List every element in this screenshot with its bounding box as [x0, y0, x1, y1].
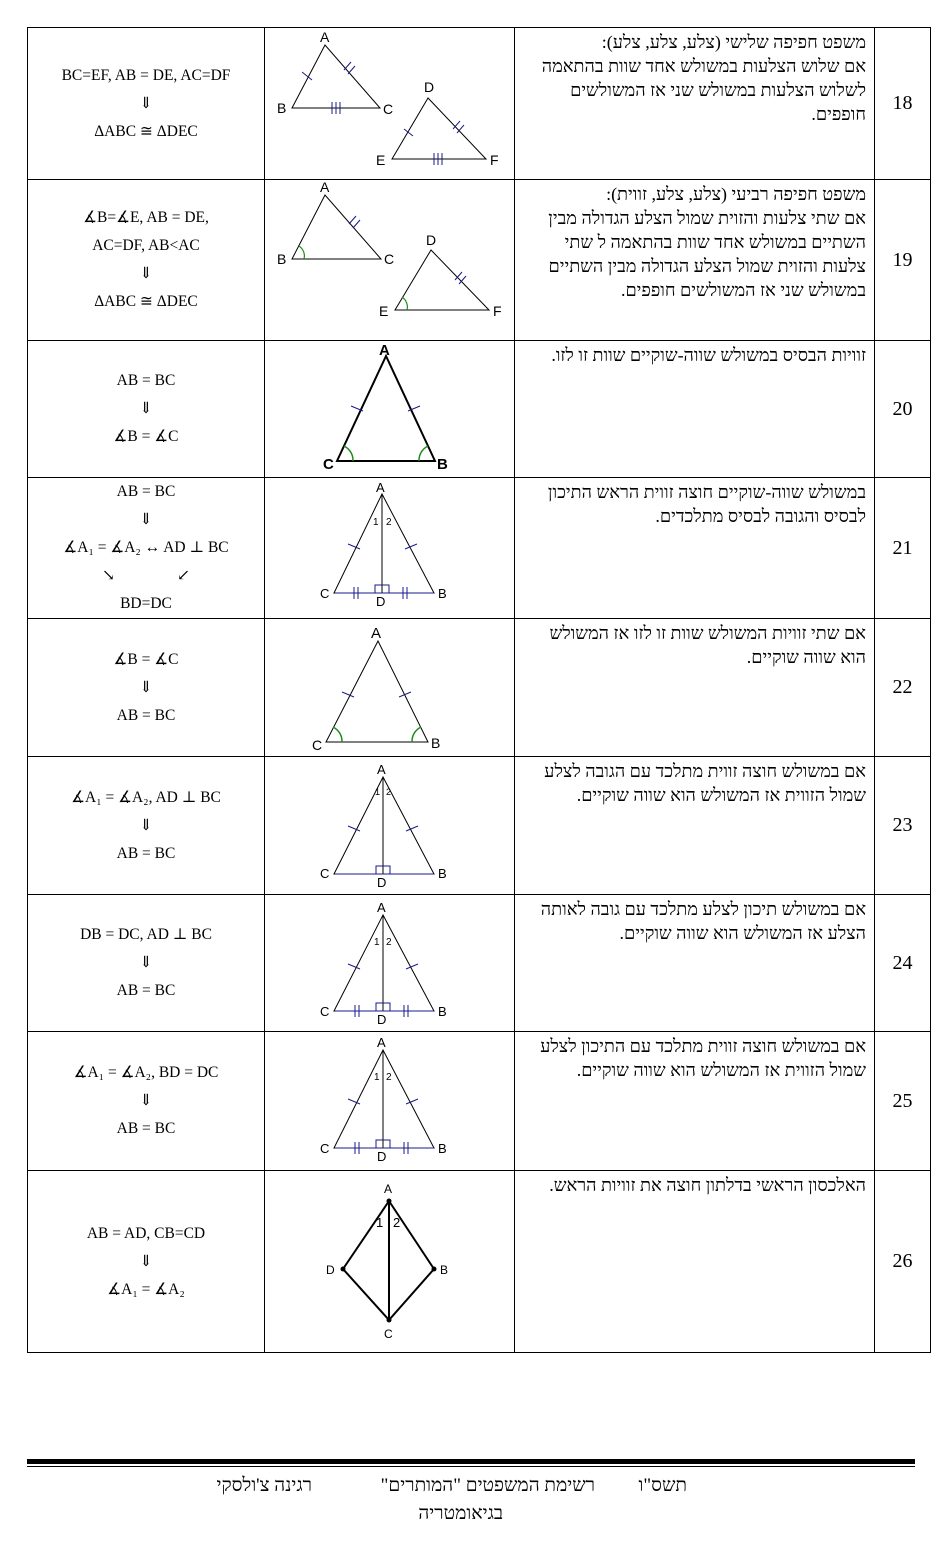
row-number: 24: [875, 895, 931, 1032]
vertex-label: D: [377, 1149, 387, 1164]
statement-cell: [515, 478, 875, 619]
vertex-label: A: [371, 625, 382, 642]
table-row: [28, 28, 931, 180]
vertex-label: B: [438, 1141, 447, 1156]
vertex-label: D: [326, 1263, 335, 1277]
formula-line: AB = BC: [116, 372, 176, 389]
vertex-label: C: [383, 101, 394, 117]
figure-cell: [265, 1171, 515, 1353]
formula-line: ↘ ↙: [102, 567, 190, 584]
angle-label: 1: [375, 787, 381, 797]
vertex-label: C: [320, 586, 330, 601]
vertex-label: C: [384, 1327, 393, 1341]
vertex-label: C: [384, 251, 395, 267]
vertex-label: A: [377, 900, 386, 915]
angle-label: 1: [374, 1072, 380, 1083]
median-altitude-figure: [265, 895, 514, 1031]
formula-line: AB = BC: [116, 1120, 176, 1137]
vertex-label: C: [312, 737, 323, 753]
table-row: [28, 478, 931, 619]
formula-line: ΔABC ≅ ΔDEC: [94, 293, 198, 310]
formula-line: AB = BC: [116, 982, 176, 999]
vertex-label: A: [377, 1035, 386, 1050]
vertex-label: A: [377, 762, 386, 777]
formula-line: AB = BC: [116, 706, 176, 724]
theorems-table: [27, 27, 931, 1353]
angle-label: 1: [373, 517, 379, 528]
vertex-label: A: [384, 1182, 393, 1196]
equal-angles-isosceles-figure: [265, 619, 514, 756]
angle-label: 2: [393, 1215, 401, 1230]
formula-cell: [28, 180, 265, 341]
vertex-label: F: [490, 152, 499, 168]
formula-line: DB = DC, AD ⊥ BC: [80, 926, 212, 943]
bisector-altitude-figure: [265, 757, 514, 894]
formula-line: BC=EF, AB = DE, AC=DF: [61, 66, 231, 84]
vertex-label: A: [379, 342, 390, 359]
figure-cell: [265, 180, 515, 341]
statement-cell: [515, 1171, 875, 1353]
formula-cell: [28, 28, 265, 180]
formula-line: ⇓: [139, 678, 153, 696]
formula-line: AB = BC: [116, 844, 176, 862]
row-number: 26: [875, 1171, 931, 1353]
vertex-label: B: [277, 100, 287, 116]
angle-label: 2: [386, 787, 392, 797]
statement-text: האלכסון הראשי בדלתון חוצה את זוויות הראש.: [549, 1175, 866, 1195]
row-number: 25: [875, 1032, 931, 1171]
statement-text: זוויות הבסיס במשולש שווה-שוקיים שוות זו לזו.: [551, 345, 866, 365]
vertex-label: B: [438, 866, 447, 881]
vertex-label: B: [438, 1004, 447, 1019]
vertex-label: D: [424, 79, 435, 95]
formula-line: ∡A₁ = ∡A₂, AD ⊥ BC: [71, 788, 221, 806]
table-row: [28, 1032, 931, 1171]
kite-figure: [265, 1171, 514, 1352]
table-row: [28, 619, 931, 757]
figure-cell: [265, 28, 515, 180]
vertex-label: B: [431, 735, 441, 751]
figure-cell: [265, 757, 515, 895]
formula-line: AB = BC: [116, 483, 176, 500]
formula-cell: [28, 478, 265, 619]
footer-year: תשס"ו: [638, 1475, 687, 1496]
figure-cell: [265, 619, 515, 757]
formula-line: ∡A₁ = ∡A₂, BD = DC: [73, 1064, 219, 1081]
row-number: 20: [875, 341, 931, 478]
statement-text: משפט חפיפה שלישי (צלע, צלע, צלע): אם שלוש הצלעות במשולש אחד שוות בהתאמה לשלוש הצלעות במשולש שני אז המשולשים חופפים.: [541, 32, 866, 124]
angle-label: 1: [374, 937, 380, 948]
vertex-label: E: [379, 303, 389, 319]
formula-line: ⇓: [139, 265, 153, 282]
formula-cell: [28, 1032, 265, 1171]
formula-line: BD=DC: [120, 595, 172, 612]
statement-text: אם שתי זוויות המשולש שוות זו לזו אז המשולש הוא שווה שוקיים.: [549, 623, 866, 667]
figure-cell: [265, 478, 515, 619]
table-row: [28, 341, 931, 478]
formula-line: ΔABC ≅ ΔDEC: [94, 122, 198, 140]
isosceles-base-angles-figure: [265, 341, 514, 477]
figure-cell: [265, 341, 515, 478]
statement-cell: [515, 1032, 875, 1171]
formula-line: ⇓: [139, 1092, 153, 1109]
formula-line: AC=DF, AB<AC: [92, 237, 200, 254]
angle-label: 1: [376, 1215, 384, 1230]
formula-line: ⇓: [139, 1252, 153, 1270]
table-row: [28, 1171, 931, 1353]
vertex-label: B: [438, 586, 447, 601]
statement-cell: [515, 895, 875, 1032]
formula-cell: [28, 341, 265, 478]
vertex-label: A: [320, 29, 330, 45]
statement-cell: [515, 619, 875, 757]
congruent-triangles-figure: [265, 28, 514, 179]
vertex-label: D: [426, 232, 437, 248]
formula-line: ∡B=∡E, AB = DE,: [83, 209, 209, 226]
vertex-label: D: [376, 594, 386, 609]
footer-title: רשימת המשפטים "המותרים": [380, 1475, 595, 1496]
vertex-label: A: [376, 480, 385, 495]
row-number: 19: [875, 180, 931, 341]
isosceles-bisector-figure: [265, 478, 514, 614]
formula-line: ⇓: [139, 400, 153, 417]
formula-cell: [28, 757, 265, 895]
figure-cell: [265, 1032, 515, 1171]
angle-label: 2: [386, 517, 392, 528]
angle-label: 2: [386, 937, 392, 948]
formula-line: ⇓: [139, 511, 153, 528]
row-number: 23: [875, 757, 931, 895]
formula-line: ∡A₁ = ∡A₂ ↔ AD ⊥ BC: [63, 539, 229, 556]
footer-divider: [27, 1459, 915, 1464]
vertex-label: B: [437, 456, 448, 473]
table-row: [28, 895, 931, 1032]
statement-cell: [515, 180, 875, 341]
formula-line: ∡B = ∡C: [113, 428, 179, 445]
formula-line: ∡B = ∡C: [113, 650, 179, 668]
formula-line: AB = AD, CB=CD: [86, 1224, 206, 1242]
statement-text: במשולש שווה-שוקיים חוצה זווית הראש התיכון לבסיס והגובה לבסיס מתלכדים.: [547, 482, 866, 526]
angle-label: 2: [386, 1072, 392, 1083]
row-number: 22: [875, 619, 931, 757]
vertex-label: D: [377, 875, 387, 890]
formula-line: ⇓: [139, 816, 153, 834]
formula-line: ⇓: [139, 954, 153, 971]
vertex-label: B: [277, 251, 287, 267]
vertex-label: B: [440, 1263, 449, 1277]
statement-text: משפט חפיפה רביעי (צלע, צלע, זווית): אם שתי צלעות והזוית שמול הצלע הגדולה מבין השתיים במשולש אחד שוות בהתאמה ל שתי צלעות והזוית שמול הצלע הגדולה מבין השתיים במשולש שני אז המשולשים חופפים.: [548, 184, 866, 300]
figure-cell: [265, 895, 515, 1032]
table-row: [28, 180, 931, 341]
vertex-label: C: [320, 1141, 330, 1156]
statement-text: אם במשולש חוצה זווית מתלכד עם התיכון לצלע שמול הזווית אז המשולש הוא שווה שוקיים.: [540, 1036, 866, 1080]
footer-subtitle: בגיאומטריה: [418, 1503, 503, 1524]
statement-cell: [515, 341, 875, 478]
formula-line: ∡A₁ = ∡A₂: [107, 1280, 185, 1298]
vertex-label: A: [320, 180, 330, 195]
formula-cell: [28, 1171, 265, 1353]
vertex-label: C: [320, 866, 330, 881]
vertex-label: D: [377, 1012, 387, 1027]
row-number: 18: [875, 28, 931, 180]
vertex-label: C: [320, 1004, 330, 1019]
bisector-median-figure: [265, 1032, 514, 1170]
formula-cell: [28, 619, 265, 757]
row-number: 21: [875, 478, 931, 619]
statement-text: אם במשולש תיכון לצלע מתלכד עם גובה לאותה הצלע אז המשולש הוא שווה שוקיים.: [540, 899, 866, 943]
footer-author: רגינה צ'ולסקי: [216, 1475, 312, 1496]
statement-text: אם במשולש חוצה זווית מתלכד עם הגובה לצלע שמול הזווית אז המשולש הוא שווה שוקיים.: [544, 761, 866, 805]
ssa-triangles-figure: [265, 180, 514, 340]
vertex-label: F: [493, 303, 502, 319]
vertex-label: E: [376, 152, 386, 168]
statement-cell: [515, 28, 875, 180]
formula-cell: [28, 895, 265, 1032]
table-row: [28, 757, 931, 895]
formula-line: ⇓: [139, 94, 153, 112]
vertex-label: C: [323, 456, 334, 473]
statement-cell: [515, 757, 875, 895]
footer-divider: [27, 1466, 915, 1467]
